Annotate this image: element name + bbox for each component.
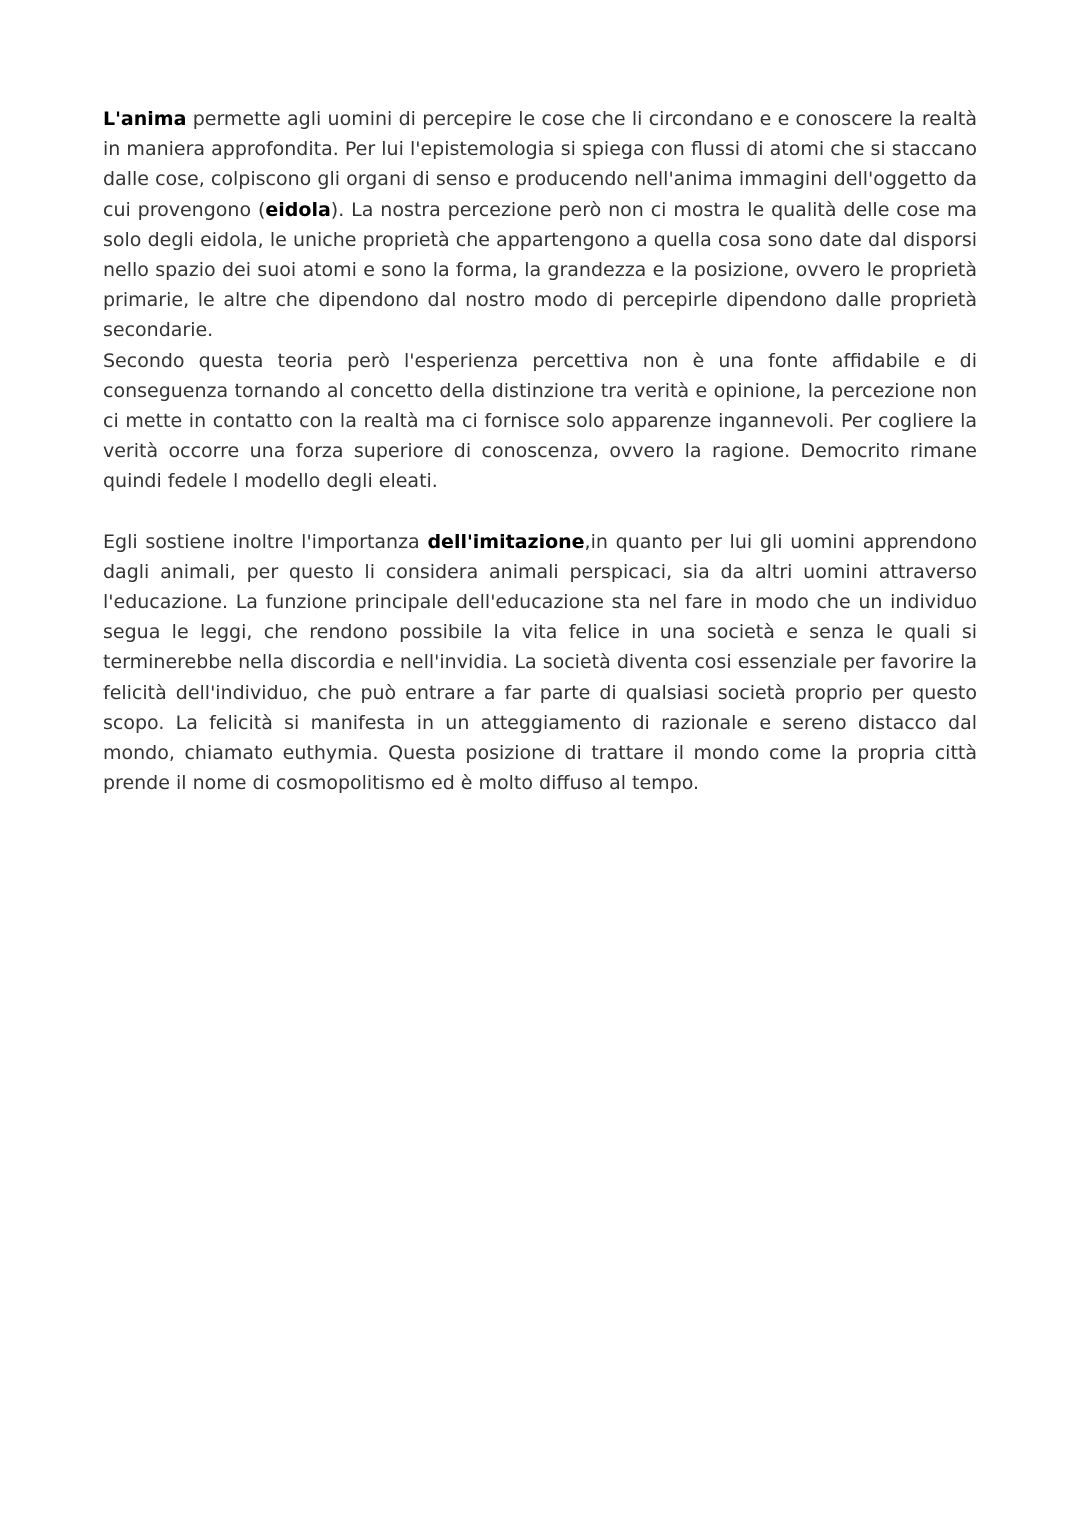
paragraph-anima <box>103 104 977 346</box>
paragraph-text: ). La nostra percezione però non ci mostra le qualità delle cose ma solo degli eidola, le uniche proprietà che appartengono a quella cosa sono date dal disporsi nello spazio dei suoi atomi e sono la forma, la grandezza e la posizione, ovvero le proprietà primarie, le altre che dipendono dal nostro modo di percepirle dipendono dalle proprietà secondarie. <box>103 198 977 342</box>
paragraph-esperienza <box>103 346 977 497</box>
paragraph-imitazione <box>103 527 977 799</box>
paragraph-text: ,in quanto per lui gli uomini apprendono dagli animali, per questo li considera animali perspicaci, sia da altri uomini attraverso l'educazione. La funzione principale dell'educazione sta nel fare in modo che un individuo segua le leggi, che rendono possibile la vita felice in una società e senza le quali si terminerebbe nella discordia e nell'invidia. La società diventa cosi essenziale per favorire la felicità dell'individuo, che può entrare a far parte di qualsiasi società proprio per questo scopo. La felicità si manifesta in un atteggiamento di razionale e sereno distacco dal mondo, chiamato euthymia. Questa posizione di trattare il mondo come la propria città prende il nome di cosmopolitismo ed è molto diffuso al tempo. <box>103 530 977 795</box>
term-imitazione: dell'imitazione <box>427 530 585 553</box>
paragraph-text: permette agli uomini di percepire le cose che li circondano e e conoscere la realtà in maniera approfondita. Per lui l'epistemologia si spiega con flussi di atomi che si staccano dalle cose, colpiscono gli organi di senso e producendo nell'anima immagini dell'oggetto da cui provengono ( <box>103 108 977 221</box>
term-eidola: eidola <box>265 198 331 221</box>
paragraph-text: Egli sostiene inoltre l'importanza <box>103 530 428 553</box>
document-body <box>103 104 977 798</box>
paragraph-text: Secondo questa teoria però l'esperienza percettiva non è una fonte affidabile e di conseguenza tornando al concetto della distinzione tra verità e opinione, la percezione non ci mette in contatto con la realtà ma ci fornisce solo apparenze ingannevoli. Per cogliere la verità occorre una forza superiore di conoscenza, ovvero la ragione. Democrito rimane quindi fedele l modello degli eleati. <box>103 349 977 493</box>
term-anima: L'anima <box>103 108 187 130</box>
